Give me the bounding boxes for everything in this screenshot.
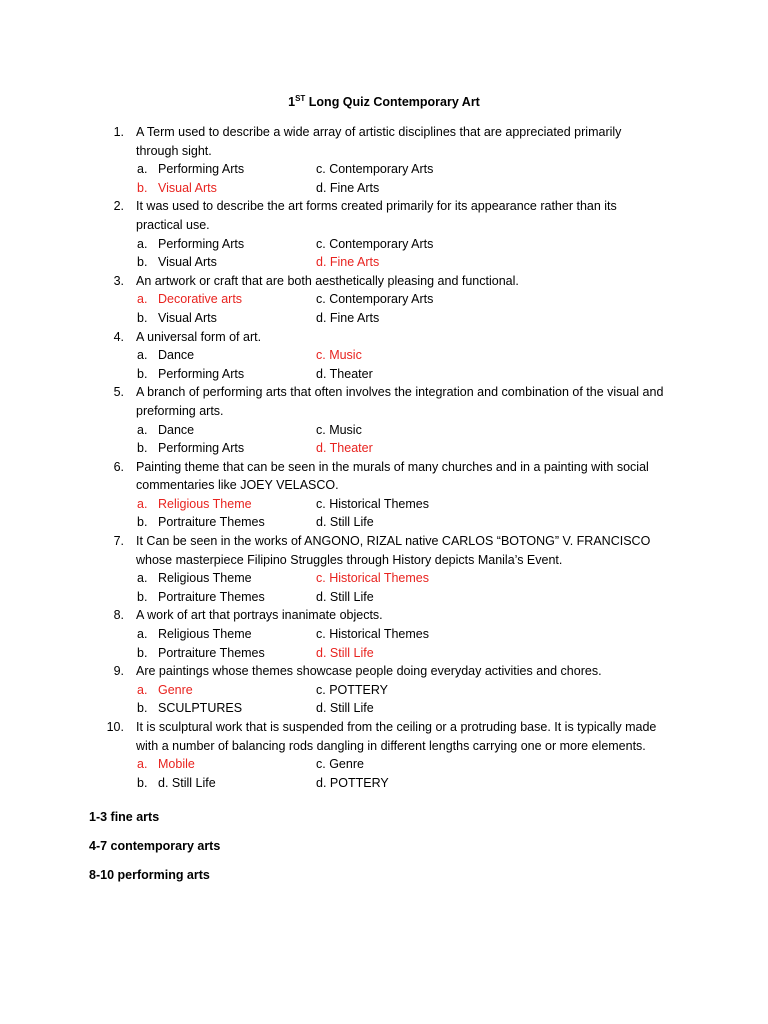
question-number: 6.: [113, 459, 124, 474]
correct-answer: Religious Theme: [158, 496, 252, 511]
question-number: 1.: [113, 125, 124, 139]
title-superscript: ST: [295, 94, 306, 103]
choice-row: [0, 569, 768, 588]
correct-answer: c. Music: [316, 348, 362, 363]
choice-option: Religious Theme: [158, 571, 252, 586]
choice-letter: a.: [137, 757, 148, 772]
question-item: [0, 328, 768, 384]
choice-letter: a.: [137, 422, 148, 437]
choice-row: [0, 290, 768, 309]
choice-letter: a.: [137, 236, 148, 251]
question-text: An artwork or craft that are both aesthetically pleasing and functional.: [136, 273, 519, 288]
question-number: 5.: [113, 385, 124, 400]
question-text: A branch of performing arts that often involves the integration and combination of the visual and preforming arts.: [136, 385, 664, 418]
choice-row: [0, 179, 768, 198]
choice-option: c. Historical Themes: [316, 496, 429, 511]
choice-option: Dance: [158, 348, 195, 363]
choice-option: Portraiture Themes: [158, 589, 265, 604]
choice-row: [0, 309, 768, 328]
question-number: 2.: [113, 199, 124, 214]
choice-option: Dance: [158, 422, 195, 437]
choice-letter: b.: [137, 775, 148, 790]
question-text: Are paintings whose themes showcase people doing everyday activities and chores.: [136, 664, 602, 679]
choice-row: [0, 681, 768, 700]
question-number: 3.: [113, 273, 124, 288]
choice-option: c. Contemporary Arts: [316, 162, 434, 177]
choice-option: d. Still Life: [316, 701, 374, 716]
question-item: [0, 123, 768, 197]
choice-option: Performing Arts: [158, 441, 245, 456]
question-text: Painting theme that can be seen in the murals of many churches and in a painting with social commentaries like JOEY VELASCO.: [136, 459, 649, 493]
choice-option: Visual Arts: [158, 310, 217, 325]
correct-answer: Mobile: [158, 757, 195, 772]
question-item: [0, 718, 768, 792]
correct-answer: d. Theater: [316, 441, 373, 456]
answer-key-line: 4-7 contemporary arts: [89, 839, 221, 853]
title-number: 1: [288, 95, 296, 109]
choice-option: Religious Theme: [158, 627, 252, 642]
question-item: [0, 383, 768, 457]
question-text: A Term used to describe a wide array of artistic disciplines that are appreciated primarily through sight.: [136, 125, 622, 158]
choice-letter: a.: [137, 682, 148, 697]
choice-row: [0, 513, 768, 532]
choice-row: [0, 439, 768, 458]
choice-row: [0, 774, 768, 793]
question-number: 7.: [113, 534, 124, 549]
correct-answer: Decorative arts: [158, 292, 243, 307]
question-text: It was used to describe the art forms created primarily for its appearance rather than its practical use.: [136, 199, 617, 232]
title-text: Long Quiz Contemporary Art: [305, 95, 480, 109]
question-item: [0, 197, 768, 271]
choice-option: c. Contemporary Arts: [316, 292, 434, 307]
choice-option: c. Genre: [316, 757, 364, 772]
answer-key-line: 8-10 performing arts: [89, 868, 210, 882]
choice-letter: a.: [137, 571, 148, 586]
choice-option: Performing Arts: [158, 236, 245, 251]
question-list: [0, 123, 768, 792]
choice-option: d. Still Life: [158, 775, 216, 790]
choice-option: Portraiture Themes: [158, 515, 265, 530]
choice-row: [0, 421, 768, 440]
choice-row: [0, 644, 768, 663]
choice-option: c. Historical Themes: [316, 627, 429, 642]
choice-row: [0, 365, 768, 384]
question-text: It Can be seen in the works of ANGONO, RIZAL native CARLOS “BOTONG” V. FRANCISCO whose masterpiece Filipino Struggles through History depicts Manila’s Event.: [136, 534, 651, 567]
choice-option: Visual Arts: [158, 255, 217, 270]
correct-answer: Visual Arts: [158, 180, 217, 195]
question-number: 10.: [106, 720, 124, 734]
choice-option: d. Still Life: [316, 589, 374, 604]
choice-option: c. POTTERY: [316, 682, 389, 697]
choice-letter: b.: [137, 180, 148, 195]
choice-option: Portraiture Themes: [158, 645, 265, 660]
question-item: [0, 606, 768, 662]
question-item: [0, 662, 768, 718]
choice-row: [0, 253, 768, 272]
choice-row: [0, 588, 768, 607]
choice-option: d. Fine Arts: [316, 180, 380, 195]
correct-answer: d. Still Life: [316, 645, 374, 660]
choice-option: c. Contemporary Arts: [316, 236, 434, 251]
choice-letter: a.: [137, 292, 148, 307]
choice-row: [0, 699, 768, 718]
choice-letter: a.: [137, 627, 148, 642]
question-text: A universal form of art.: [136, 329, 262, 344]
choice-letter: b.: [137, 589, 148, 604]
choice-option: d. POTTERY: [316, 775, 389, 790]
question-text: A work of art that portrays inanimate objects.: [136, 608, 383, 623]
choice-row: [0, 625, 768, 644]
quiz-title: [0, 94, 768, 109]
choice-letter: b.: [137, 441, 148, 456]
answer-key-line: 1-3 fine arts: [89, 810, 160, 824]
choice-letter: b.: [137, 310, 148, 325]
choice-letter: b.: [137, 255, 148, 270]
choice-row: [0, 235, 768, 254]
choice-option: Performing Arts: [158, 162, 245, 177]
choice-row: [0, 495, 768, 514]
question-number: 4.: [113, 329, 124, 344]
question-item: [0, 458, 768, 532]
question-number: 9.: [113, 664, 124, 679]
question-text: It is sculptural work that is suspended from the ceiling or a protruding base. It is typically made with a number of balancing rods dangling in different lengths carrying one or more elements.: [136, 720, 657, 753]
correct-answer: Genre: [158, 682, 193, 697]
choice-option: Performing Arts: [158, 366, 245, 381]
choice-letter: a.: [137, 348, 148, 363]
choice-letter: a.: [137, 496, 148, 511]
question-item: [0, 272, 768, 328]
correct-answer: d. Fine Arts: [316, 255, 380, 270]
choice-option: c. Music: [316, 422, 362, 437]
question-number: 8.: [113, 608, 124, 623]
correct-answer: c. Historical Themes: [316, 571, 429, 586]
choice-letter: b.: [137, 701, 148, 716]
choice-option: d. Fine Arts: [316, 310, 380, 325]
choice-row: [0, 755, 768, 774]
choice-option: SCULPTURES: [158, 701, 243, 716]
choice-option: d. Still Life: [316, 515, 374, 530]
choice-row: [0, 160, 768, 179]
choice-letter: b.: [137, 515, 148, 530]
question-item: [0, 532, 768, 606]
choice-letter: a.: [137, 162, 148, 177]
choice-letter: b.: [137, 366, 148, 381]
choice-row: [0, 346, 768, 365]
choice-letter: b.: [137, 645, 148, 660]
choice-option: d. Theater: [316, 366, 373, 381]
